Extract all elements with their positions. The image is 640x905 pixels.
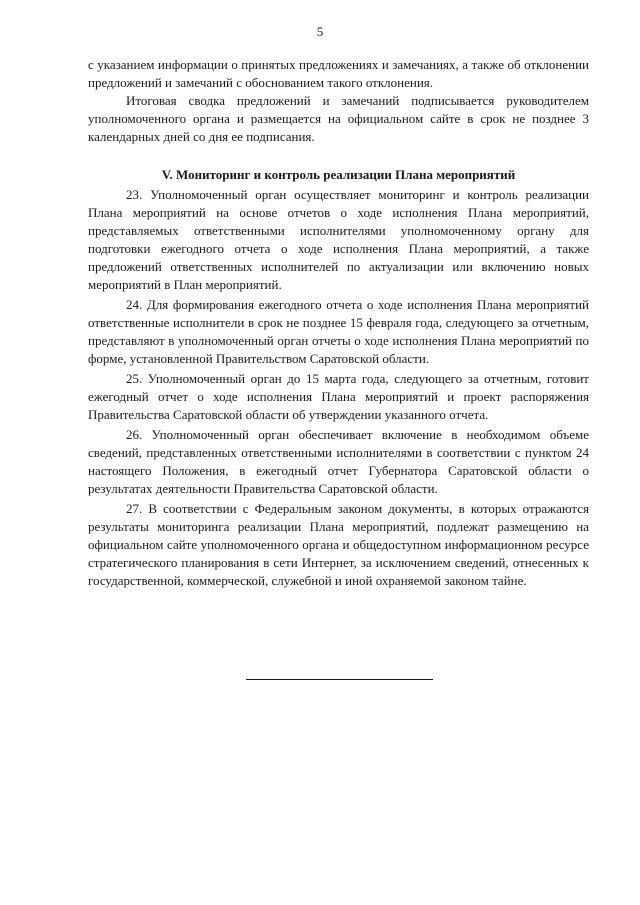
clause-27: 27. В соответствии с Федеральным законом документы, в которых отражаются результаты мониторинга реализации Плана мероприятий, подлежат размещению на официальном сайте уполномоченного органа и общедоступном информационном ресурсе стратегического планирования в сети Интернет, за исключением сведений, отнесенных к государственной, коммерческой, служебной и иной охраняемой законом тайне. bbox=[88, 501, 589, 588]
clause-23: 23. Уполномоченный орган осуществляет мониторинг и контроль реализации Плана мероприятий на основе отчетов о ходе исполнения Плана мероприятий, представляемых ответственными исполнителями уполномоченному органу для подготовки ежегодного отчета о ходе исполнения Плана мероприятий, а также предложений ответственных исполнителей по актуализации или включению новых мероприятий в План мероприятий. bbox=[88, 187, 589, 292]
page-number: 5 bbox=[316, 24, 324, 39]
document-body bbox=[88, 56, 589, 590]
closing-divider bbox=[246, 679, 433, 680]
clause-24: 24. Для формирования ежегодного отчета о ходе исполнения Плана мероприятий ответственные исполнители в срок не позднее 15 февраля года, следующего за отчетным, представляют в уполномоченный орган отчеты о ходе исполнения Плана мероприятий по форме, установленной Правительством Саратовской области. bbox=[88, 297, 589, 366]
intro-paragraph-continuation: с указанием информации о принятых предложениях и замечаниях, а также об отклонении предложений и замечаний с обоснованием такого отклонения. bbox=[88, 57, 589, 90]
section-heading: V. Мониторинг и контроль реализации Плана мероприятий bbox=[161, 167, 516, 182]
intro-paragraph-summary: Итоговая сводка предложений и замечаний подписывается руководителем уполномоченного органа и размещается на официальном сайте в срок не позднее 3 календарных дней со дня ее подписания. bbox=[88, 93, 589, 144]
clause-25: 25. Уполномоченный орган до 15 марта года, следующего за отчетным, готовит ежегодный отчет о ходе исполнения Плана мероприятий и проект распоряжения Правительства Саратовской области об утверждении указанного отчета. bbox=[88, 371, 589, 422]
clause-26: 26. Уполномоченный орган обеспечивает включение в необходимом объеме сведений, представленных ответственными исполнителями в соответствии с пунктом 24 настоящего Положения, в ежегодный отчет Губернатора Саратовской области о результатах деятельности Правительства Саратовской области. bbox=[88, 427, 589, 496]
